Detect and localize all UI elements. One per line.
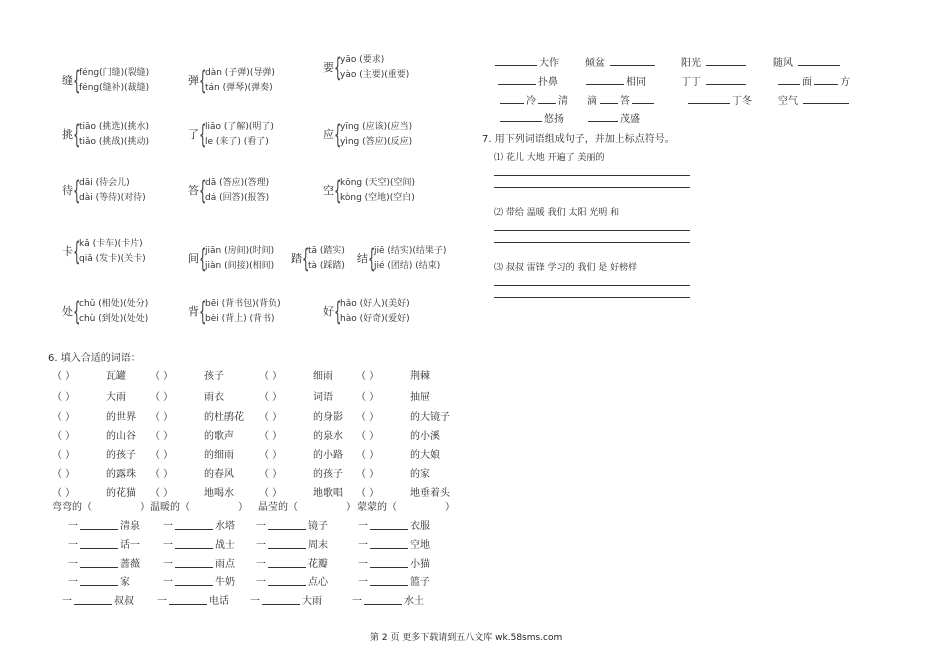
answer-blank[interactable] xyxy=(706,84,746,85)
pinyin-line-1: liǎo (了解)(明了) xyxy=(205,122,274,132)
fill-word: 大雨 xyxy=(106,392,126,403)
answer-blank[interactable] xyxy=(175,529,213,530)
yi-char: 一 xyxy=(68,540,78,551)
idiom-part: 面 xyxy=(802,77,812,88)
brace-icon: { xyxy=(199,244,207,274)
answer-blank[interactable] xyxy=(586,84,624,85)
idiom-part: 冷 xyxy=(526,96,536,107)
polyphone-char: 卡 xyxy=(62,245,73,258)
fill-word: 的歌声 xyxy=(204,431,234,442)
polyphone-char: 背 xyxy=(188,305,199,318)
idiom-part: 空气 xyxy=(778,96,798,107)
fill-word: 的大镜子 xyxy=(410,412,450,423)
q7-item: ⑴ 花儿 大地 开遍了 美丽的 xyxy=(494,153,605,163)
measure-noun: 篮子 xyxy=(410,577,430,588)
yi-char: 一 xyxy=(256,521,266,532)
paren-blank: （ ） xyxy=(259,392,283,403)
paren-close: ） xyxy=(445,502,455,513)
paren-blank: （ ） xyxy=(259,469,283,480)
pinyin-line-2: dá (回答)(报答) xyxy=(205,193,270,203)
polyphone-char: 了 xyxy=(188,128,199,141)
sentence-answer-line[interactable] xyxy=(494,187,690,188)
brace-icon: { xyxy=(199,66,207,96)
fill-word: 的孩子 xyxy=(106,450,136,461)
fill-word: 的露珠 xyxy=(106,469,136,480)
idiom-part: 丁冬 xyxy=(732,96,752,107)
pinyin-line-2: hào (好奇)(爱好) xyxy=(340,314,410,324)
sentence-answer-line[interactable] xyxy=(494,297,690,298)
fill-word: 的家 xyxy=(410,469,430,480)
answer-blank[interactable] xyxy=(175,548,213,549)
pinyin-line-1: kōng (天空)(空间) xyxy=(340,178,416,188)
answer-blank[interactable] xyxy=(706,65,746,66)
paren-blank: （ ） xyxy=(356,392,380,403)
pinyin-line-1: dàn (子弹)(导弹) xyxy=(205,68,275,78)
pinyin-line-2: chù (到处)(处处) xyxy=(79,314,149,324)
measure-noun: 水土 xyxy=(404,596,424,607)
fill-word: 的春风 xyxy=(204,469,234,480)
answer-blank[interactable] xyxy=(80,529,118,530)
pinyin-line-2: yào (主要)(重要) xyxy=(340,70,410,80)
measure-noun: 叔叔 xyxy=(114,596,134,607)
q7-item: ⑵ 带给 温暖 我们 太阳 光明 和 xyxy=(494,208,620,218)
fill-word: 的泉水 xyxy=(313,431,343,442)
pinyin-line-2: kòng (空地)(空白) xyxy=(340,193,415,203)
polyphone-block xyxy=(188,66,338,98)
pinyin-line-2: jiàn (间接)(相间) xyxy=(205,261,275,271)
pinyin-line-2: qiǎ (发卡)(关卡) xyxy=(79,254,146,264)
brace-icon: { xyxy=(199,120,207,150)
brace-icon: { xyxy=(334,176,342,206)
pinyin-line-2: bèi (背上) (背书) xyxy=(205,314,275,324)
idiom-part: 扑鼻 xyxy=(538,77,558,88)
pinyin-line-1: chǔ (相处)(处分) xyxy=(79,299,149,309)
polyphone-char: 处 xyxy=(62,305,73,318)
paren-blank: （ ） xyxy=(150,450,174,461)
brace-icon: { xyxy=(73,120,81,150)
polyphone-block xyxy=(323,53,473,85)
paren-blank: （ ） xyxy=(356,412,380,423)
polyphone-char: 踏 xyxy=(291,252,302,265)
yi-char: 一 xyxy=(163,540,173,551)
yi-char: 一 xyxy=(68,559,78,570)
fill-word: 的小路 xyxy=(313,450,343,461)
answer-blank[interactable] xyxy=(495,65,537,66)
idiom-part: 丁丁 xyxy=(681,77,701,88)
measure-noun: 牛奶 xyxy=(215,577,235,588)
pinyin-line-2: féng(缝补)(裁缝) xyxy=(79,83,150,93)
idiom-part: 清 xyxy=(558,96,568,107)
paren-blank: （ ） xyxy=(259,488,283,499)
fill-word: 的花猫 xyxy=(106,488,136,499)
answer-blank[interactable] xyxy=(498,84,536,85)
adjective-label: 晶莹的（ xyxy=(258,502,298,513)
paren-blank: （ ） xyxy=(259,371,283,382)
measure-noun: 水塔 xyxy=(215,521,235,532)
fill-word: 词语 xyxy=(313,392,333,403)
polyphone-block xyxy=(323,176,473,208)
fill-word: 地垂着头 xyxy=(410,488,450,499)
pinyin-line-2: tán (弹琴)(弹奏) xyxy=(205,83,273,93)
answer-blank[interactable] xyxy=(500,121,542,122)
answer-blank[interactable] xyxy=(370,585,408,586)
yi-char: 一 xyxy=(358,540,368,551)
polyphone-block xyxy=(357,244,507,276)
paren-blank: （ ） xyxy=(52,431,76,442)
pinyin-line-1: yāo (要求) xyxy=(340,55,385,65)
measure-noun: 电话 xyxy=(209,596,229,607)
answer-blank[interactable] xyxy=(169,604,207,605)
polyphone-block xyxy=(188,176,338,208)
answer-blank[interactable] xyxy=(80,567,118,568)
fill-word: 细雨 xyxy=(313,371,333,382)
sentence-answer-line[interactable] xyxy=(494,242,690,243)
paren-blank: （ ） xyxy=(52,488,76,499)
pinyin-line-2: tà (踩踏) xyxy=(308,261,345,271)
yi-char: 一 xyxy=(62,596,72,607)
yi-char: 一 xyxy=(256,540,266,551)
q6-title: 6. 填入合适的词语： xyxy=(48,353,141,364)
paren-blank: （ ） xyxy=(356,431,380,442)
polyphone-char: 要 xyxy=(323,61,334,74)
yi-char: 一 xyxy=(163,577,173,588)
pinyin-line-1: yīng (应该)(应当) xyxy=(340,122,413,132)
paren-close: ） xyxy=(346,502,356,513)
idiom-part: 阳光 xyxy=(681,58,701,69)
polyphone-char: 间 xyxy=(188,252,199,265)
answer-blank[interactable] xyxy=(814,84,838,85)
answer-blank[interactable] xyxy=(268,567,306,568)
fill-word: 地喝水 xyxy=(204,488,234,499)
idiom-part: 大作 xyxy=(539,58,559,69)
page-footer: 第 2 页 更多下载请到五八文库 wk.58sms.com xyxy=(370,633,563,643)
yi-char: 一 xyxy=(256,577,266,588)
polyphone-char: 应 xyxy=(323,128,334,141)
fill-word: 的身影 xyxy=(313,412,343,423)
yi-char: 一 xyxy=(256,559,266,570)
adjective-label: 温暖的（ xyxy=(150,502,190,513)
fill-word: 的世界 xyxy=(106,412,136,423)
fill-word: 孩子 xyxy=(204,371,224,382)
fill-word: 的孩子 xyxy=(313,469,343,480)
answer-blank[interactable] xyxy=(364,604,402,605)
pinyin-line-2: dài (等待)(对待) xyxy=(79,193,146,203)
polyphone-block xyxy=(323,297,473,329)
brace-icon: { xyxy=(73,237,81,267)
pinyin-line-2: jié (团结) (结束) xyxy=(374,261,441,271)
paren-blank: （ ） xyxy=(150,392,174,403)
fill-word: 雨衣 xyxy=(204,392,224,403)
idiom-part: 倾盆 xyxy=(585,58,605,69)
paren-close: ） xyxy=(238,502,248,513)
answer-blank[interactable] xyxy=(268,529,306,530)
answer-blank[interactable] xyxy=(632,103,654,104)
pinyin-line-1: féng(门缝)(裂缝) xyxy=(79,68,150,78)
polyphone-block xyxy=(188,120,338,152)
answer-blank[interactable] xyxy=(370,567,408,568)
polyphone-char: 好 xyxy=(323,305,334,318)
yi-char: 一 xyxy=(250,596,260,607)
measure-noun: 周末 xyxy=(308,540,328,551)
fill-word: 瓦罐 xyxy=(106,371,126,382)
measure-noun: 蔷薇 xyxy=(120,559,140,570)
paren-blank: （ ） xyxy=(356,371,380,382)
pinyin-line-1: jiān (房间)(时间) xyxy=(205,246,275,256)
measure-noun: 家 xyxy=(120,577,130,588)
paren-blank: （ ） xyxy=(150,412,174,423)
polyphone-char: 空 xyxy=(323,184,334,197)
pinyin-line-2: le (来了) (看了) xyxy=(205,137,269,147)
sentence-answer-line[interactable] xyxy=(494,230,690,231)
brace-icon: { xyxy=(334,120,342,150)
paren-blank: （ ） xyxy=(52,412,76,423)
pinyin-line-2: tiǎo (挑战)(挑动) xyxy=(79,137,149,147)
answer-blank[interactable] xyxy=(538,103,556,104)
answer-blank[interactable] xyxy=(268,548,306,549)
paren-blank: （ ） xyxy=(150,488,174,499)
fill-word: 抽屉 xyxy=(410,392,430,403)
answer-blank[interactable] xyxy=(370,529,408,530)
idiom-part: 答 xyxy=(620,96,630,107)
yi-char: 一 xyxy=(358,577,368,588)
polyphone-char: 结 xyxy=(357,252,368,265)
answer-blank[interactable] xyxy=(778,84,800,85)
answer-blank[interactable] xyxy=(74,604,112,605)
paren-blank: （ ） xyxy=(150,469,174,480)
pinyin-line-2: yìng (答应)(反应) xyxy=(340,137,413,147)
paren-blank: （ ） xyxy=(259,450,283,461)
answer-blank[interactable] xyxy=(80,548,118,549)
paren-blank: （ ） xyxy=(52,450,76,461)
measure-noun: 小猫 xyxy=(410,559,430,570)
yi-char: 一 xyxy=(157,596,167,607)
brace-icon: { xyxy=(368,244,376,274)
sentence-answer-line[interactable] xyxy=(494,175,690,176)
measure-noun: 点心 xyxy=(308,577,328,588)
yi-char: 一 xyxy=(358,521,368,532)
fill-word: 的山谷 xyxy=(106,431,136,442)
adjective-label: 弯弯的（ xyxy=(52,502,92,513)
fill-word: 的小溪 xyxy=(410,431,440,442)
answer-blank[interactable] xyxy=(175,567,213,568)
pinyin-line-1: bēi (背书包)(背负) xyxy=(205,299,281,309)
paren-blank: （ ） xyxy=(259,431,283,442)
yi-char: 一 xyxy=(358,559,368,570)
answer-blank[interactable] xyxy=(262,604,300,605)
fill-word: 的大娘 xyxy=(410,450,440,461)
pinyin-line-1: kǎ (卡车)(卡片) xyxy=(79,239,143,249)
paren-blank: （ ） xyxy=(52,469,76,480)
measure-noun: 花瓣 xyxy=(308,559,328,570)
pinyin-line-1: tā (踏实) xyxy=(308,246,345,256)
pinyin-line-1: tiāo (挑选)(挑水) xyxy=(79,122,149,132)
brace-icon: { xyxy=(73,176,81,206)
yi-char: 一 xyxy=(68,521,78,532)
brace-icon: { xyxy=(334,297,342,327)
polyphone-char: 答 xyxy=(188,184,199,197)
pinyin-line-1: hǎo (好人)(美好) xyxy=(340,299,410,309)
answer-blank[interactable] xyxy=(175,585,213,586)
brace-icon: { xyxy=(199,176,207,206)
pinyin-line-1: dā (答应)(答理) xyxy=(205,178,270,188)
measure-noun: 话一 xyxy=(120,540,140,551)
polyphone-char: 弹 xyxy=(188,74,199,87)
paren-blank: （ ） xyxy=(356,469,380,480)
paren-blank: （ ） xyxy=(52,371,76,382)
paren-blank: （ ） xyxy=(356,450,380,461)
measure-noun: 衣服 xyxy=(410,521,430,532)
measure-noun: 大雨 xyxy=(302,596,322,607)
paren-close: ） xyxy=(140,502,150,513)
idiom-part: 滴 xyxy=(587,96,597,107)
pinyin-line-1: dāi (待会儿) xyxy=(79,178,130,188)
paren-blank: （ ） xyxy=(150,371,174,382)
answer-blank[interactable] xyxy=(688,103,730,104)
measure-noun: 清泉 xyxy=(120,521,140,532)
answer-blank[interactable] xyxy=(798,65,840,66)
pinyin-line-1: jiē (结实)(结果子) xyxy=(374,246,447,256)
idiom-part: 随风 xyxy=(773,58,793,69)
polyphone-char: 缝 xyxy=(62,74,73,87)
measure-noun: 空地 xyxy=(410,540,430,551)
brace-icon: { xyxy=(73,66,81,96)
fill-word: 的杜鹃花 xyxy=(204,412,244,423)
paren-blank: （ ） xyxy=(356,488,380,499)
yi-char: 一 xyxy=(163,521,173,532)
fill-word: 的细雨 xyxy=(204,450,234,461)
paren-blank: （ ） xyxy=(259,412,283,423)
idiom-part: 茂盛 xyxy=(620,114,640,125)
answer-blank[interactable] xyxy=(80,585,118,586)
measure-noun: 镜子 xyxy=(308,521,328,532)
fill-word: 地歌唱 xyxy=(313,488,343,499)
yi-char: 一 xyxy=(163,559,173,570)
yi-char: 一 xyxy=(68,577,78,588)
idiom-part: 方 xyxy=(840,77,850,88)
measure-noun: 雨点 xyxy=(215,559,235,570)
paren-blank: （ ） xyxy=(150,431,174,442)
idiom-part: 相同 xyxy=(626,77,646,88)
answer-blank[interactable] xyxy=(370,548,408,549)
brace-icon: { xyxy=(302,244,310,274)
polyphone-block xyxy=(323,120,473,152)
yi-char: 一 xyxy=(352,596,362,607)
polyphone-block xyxy=(188,297,338,329)
q7-title: 7. 用下列词语组成句子，并加上标点符号。 xyxy=(482,134,675,145)
brace-icon: { xyxy=(199,297,207,327)
brace-icon: { xyxy=(334,53,342,83)
fill-word: 荆棘 xyxy=(410,371,430,382)
answer-blank[interactable] xyxy=(803,103,849,104)
idiom-part: 悠扬 xyxy=(544,114,564,125)
polyphone-char: 待 xyxy=(62,184,73,197)
answer-blank[interactable] xyxy=(268,585,306,586)
answer-blank[interactable] xyxy=(610,65,655,66)
paren-blank: （ ） xyxy=(52,392,76,403)
answer-blank[interactable] xyxy=(600,103,618,104)
adjective-label: 蒙蒙的（ xyxy=(357,502,397,513)
q7-item: ⑶ 叔叔 雷锋 学习的 我们 是 好榜样 xyxy=(494,263,638,273)
measure-noun: 战士 xyxy=(215,540,235,551)
brace-icon: { xyxy=(73,297,81,327)
answer-blank[interactable] xyxy=(588,121,618,122)
polyphone-char: 挑 xyxy=(62,128,73,141)
answer-blank[interactable] xyxy=(500,103,524,104)
sentence-answer-line[interactable] xyxy=(494,285,690,286)
